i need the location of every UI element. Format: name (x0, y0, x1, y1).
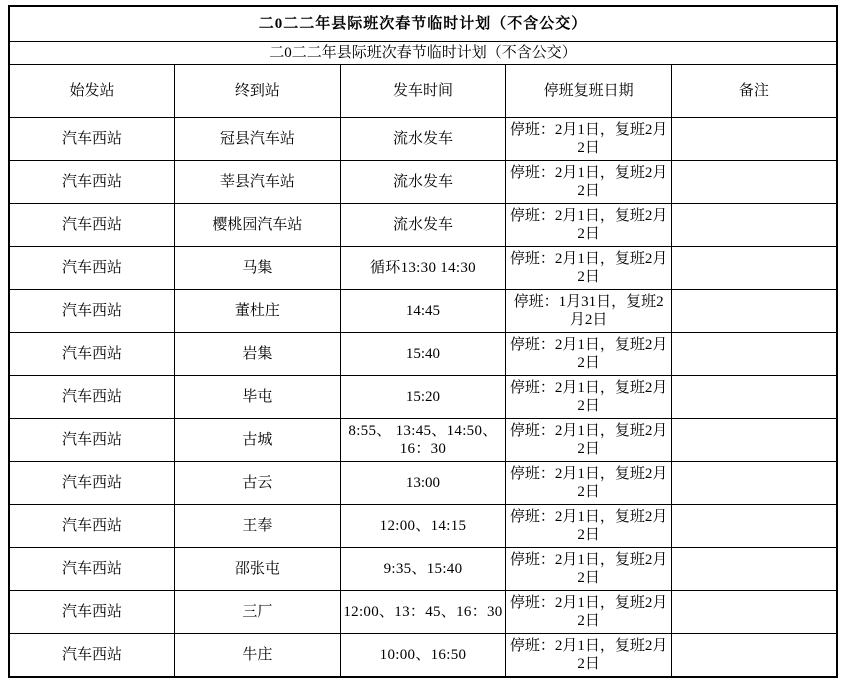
table-row (9, 505, 837, 548)
cell-remark (671, 204, 837, 247)
cell-departure-time: 13:00 (340, 462, 506, 505)
cell-dates: 停班：2月1日，复班2月2日 (506, 548, 672, 591)
cell-remark (671, 591, 837, 634)
cell-dates: 停班：1月31日，复班2月2日 (506, 290, 672, 333)
cell-remark (671, 247, 837, 290)
cell-departure-time: 流水发车 (340, 118, 506, 161)
cell-dates: 停班：2月1日，复班2月2日 (506, 118, 672, 161)
cell-origin: 汽车西站 (9, 419, 175, 462)
cell-departure-time: 流水发车 (340, 204, 506, 247)
cell-dates: 停班：2月1日，复班2月2日 (506, 505, 672, 548)
cell-destination: 古城 (175, 419, 341, 462)
cell-destination: 冠县汽车站 (175, 118, 341, 161)
page-subtitle: 二0二二年县际班次春节临时计划（不含公交） (9, 42, 837, 65)
cell-remark (671, 161, 837, 204)
cell-origin: 汽车西站 (9, 634, 175, 678)
table-header-row (9, 65, 837, 118)
cell-departure-time: 12:00、14:15 (340, 505, 506, 548)
cell-origin: 汽车西站 (9, 505, 175, 548)
cell-destination: 王奉 (175, 505, 341, 548)
table-row (9, 247, 837, 290)
cell-remark (671, 505, 837, 548)
subtitle-row (9, 42, 837, 65)
table-row (9, 591, 837, 634)
cell-departure-time: 12:00、13：45、16：30 (340, 591, 506, 634)
cell-origin: 汽车西站 (9, 548, 175, 591)
cell-departure-time: 循环13:30 14:30 (340, 247, 506, 290)
table-row (9, 118, 837, 161)
cell-dates: 停班：2月1日，复班2月2日 (506, 462, 672, 505)
schedule-table (8, 5, 838, 678)
column-header-destination: 终到站 (175, 65, 341, 118)
column-header-departure-time: 发车时间 (340, 65, 506, 118)
cell-destination: 古云 (175, 462, 341, 505)
cell-destination: 三厂 (175, 591, 341, 634)
cell-remark (671, 419, 837, 462)
cell-remark (671, 118, 837, 161)
cell-dates: 停班：2月1日，复班2月2日 (506, 204, 672, 247)
column-header-origin: 始发站 (9, 65, 175, 118)
table-row (9, 290, 837, 333)
cell-departure-time: 14:45 (340, 290, 506, 333)
table-row (9, 376, 837, 419)
document-page (0, 5, 846, 672)
cell-destination: 毕屯 (175, 376, 341, 419)
cell-remark (671, 333, 837, 376)
column-header-remark: 备注 (671, 65, 837, 118)
cell-departure-time: 10:00、16:50 (340, 634, 506, 678)
cell-remark (671, 634, 837, 678)
cell-remark (671, 462, 837, 505)
cell-destination: 牛庄 (175, 634, 341, 678)
cell-dates: 停班：2月1日，复班2月2日 (506, 591, 672, 634)
cell-dates: 停班：2月1日，复班2月2日 (506, 161, 672, 204)
cell-destination: 岩集 (175, 333, 341, 376)
cell-remark (671, 548, 837, 591)
cell-destination: 马集 (175, 247, 341, 290)
page-title: 二0二二年县际班次春节临时计划（不含公交） (9, 6, 837, 42)
cell-dates: 停班：2月1日，复班2月2日 (506, 634, 672, 678)
cell-remark (671, 290, 837, 333)
cell-dates: 停班：2月1日，复班2月2日 (506, 376, 672, 419)
cell-destination: 莘县汽车站 (175, 161, 341, 204)
cell-dates: 停班：2月1日，复班2月2日 (506, 419, 672, 462)
cell-origin: 汽车西站 (9, 376, 175, 419)
cell-destination: 邵张屯 (175, 548, 341, 591)
title-row (9, 6, 837, 42)
cell-departure-time: 15:40 (340, 333, 506, 376)
table-row (9, 161, 837, 204)
cell-departure-time: 9:35、15:40 (340, 548, 506, 591)
cell-remark (671, 376, 837, 419)
cell-origin: 汽车西站 (9, 161, 175, 204)
table-row (9, 333, 837, 376)
table-row (9, 548, 837, 591)
cell-origin: 汽车西站 (9, 591, 175, 634)
cell-origin: 汽车西站 (9, 333, 175, 376)
table-row (9, 634, 837, 678)
cell-destination: 樱桃园汽车站 (175, 204, 341, 247)
table-row (9, 204, 837, 247)
table-row (9, 462, 837, 505)
cell-departure-time: 15:20 (340, 376, 506, 419)
cell-origin: 汽车西站 (9, 290, 175, 333)
cell-origin: 汽车西站 (9, 462, 175, 505)
column-header-suspend-resume-dates: 停班复班日期 (506, 65, 672, 118)
cell-dates: 停班：2月1日，复班2月2日 (506, 247, 672, 290)
cell-departure-time: 流水发车 (340, 161, 506, 204)
cell-departure-time: 8:55、 13:45、14:50、16：30 (340, 419, 506, 462)
table-row (9, 419, 837, 462)
cell-origin: 汽车西站 (9, 247, 175, 290)
cell-dates: 停班：2月1日，复班2月2日 (506, 333, 672, 376)
cell-origin: 汽车西站 (9, 118, 175, 161)
cell-origin: 汽车西站 (9, 204, 175, 247)
cell-destination: 董杜庄 (175, 290, 341, 333)
